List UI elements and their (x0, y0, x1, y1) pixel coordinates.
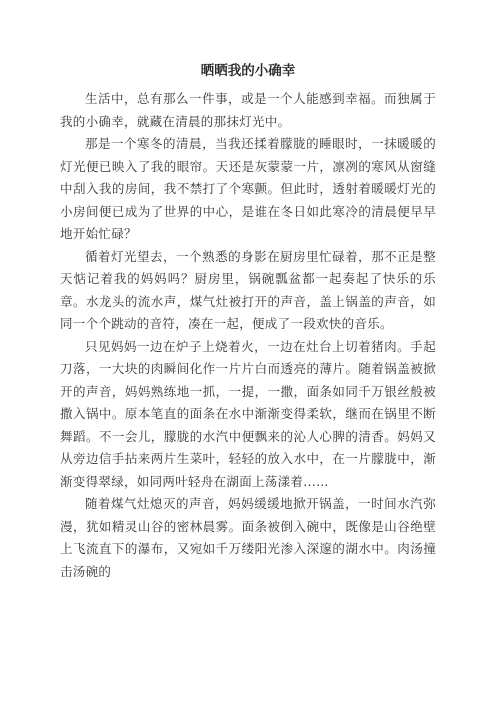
paragraph-2: 那是一个寒冬的清晨，当我还揉着朦胧的睡眼时，一抹暖暖的灯光便已映入了我的眼帘。天还是灰蒙蒙一片，凛冽的寒风从窗缝中刮入我的房间，我不禁打了个寒颤。但此时，透射着暖暖灯光的小房间便已成为了世界的中心，是谁在冬日如此寒冷的清晨便早早地开始忙碌？ (60, 136, 436, 241)
paragraph-5: 随着煤气灶熄灭的声音，妈妈缓缓地掀开锅盖，一时间水汽弥漫，犹如精灵山谷的密林晨雾。面条被倒入碗中，既像是山谷绝壁上飞流直下的瀑布，又宛如千万缕阳光渗入深邃的湖水中。肉汤撞击汤碗的 (60, 496, 436, 579)
document-title: 晒晒我的小确幸 (200, 63, 296, 79)
paragraph-1: 生活中，总有那么一件事，或是一个人能感到幸福。而独属于我的小确幸，就藏在清晨的那抹灯光中。 (60, 91, 436, 129)
paragraph-3: 循着灯光望去，一个熟悉的身影在厨房里忙碌着，那不正是整天惦记着我的妈妈吗？厨房里，锅碗瓢盆都一起奏起了快乐的乐章。水龙头的流水声，煤气灶被打开的声音，盖上锅盖的声音，如同一个个跳动的音符，凑在一起，便成了一段欢快的音乐。 (60, 248, 436, 331)
paragraph-4: 只见妈妈一边在炉子上烧着火，一边在灶台上切着猪肉。手起刀落，一大块的肉瞬间化作一片片白而透亮的薄片。随着锅盖被掀开的声音，妈妈熟练地一抓，一提，一撒，面条如同千万银丝般被撒入锅中。原本笔直的面条在水中渐渐变得柔软，继而在锅里不断舞蹈。不一会儿，朦胧的水汽中便飘来的沁人心脾的清香。妈妈又从旁边信手拈来两片生菜叶，轻轻的放入水中，在一片朦胧中，渐渐变得翠绿，如同两叶轻舟在湖面上荡漾着…… (60, 338, 436, 489)
